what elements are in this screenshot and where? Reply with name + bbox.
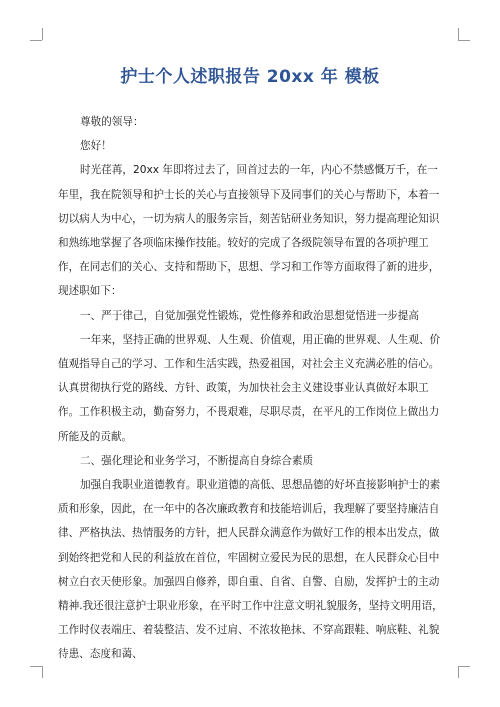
- crop-mark-bottom-left-h: [30, 666, 42, 667]
- crop-mark-top-right-v: [458, 28, 459, 40]
- document-title: 护士个人述职报告 20xx 年 模板: [120, 67, 380, 87]
- crop-mark-bottom-right-v: [458, 666, 459, 678]
- paragraph-section-2: 加强自我职业道德教育。职业道德的高低、思想品德的好坏直接影响护士的素质和形象，因此，在一年中的各次廉政教育和技能培训后，我理解了要坚持廉洁自律、严格执法、热情服务的方针，把人民群众满意作为做好工作的根本出发点，做到始终把党和人民的利益放在首位，牢固树立爱民为民的思想，在人民群众心目中树立白衣天使形象。加强四自修养，即自重、自省、自警、自励，发挥护士的主动精神.我还很注意护士职业形象，在平时工作中注意文明礼貌服务，坚持文明用语，工作时仪表端庄、着装整洁、发不过肩、不浓妆艳抹、不穿高跟鞋、响底鞋、礼貌待患、态度和蔼、: [58, 479, 443, 661]
- crop-mark-bottom-left-v: [42, 666, 43, 678]
- crop-mark-top-left-v: [42, 28, 43, 40]
- greeting: 尊敬的领导：: [80, 116, 144, 128]
- heading-section-1: 一、严于律己，自觉加强党性锻炼，党性修养和政治思想觉悟进一步提高: [80, 309, 419, 322]
- paragraph-intro: 时光荏苒，20xx 年即将过去了，回首过去的一年，内心不禁感慨万千，在一年里，我在院领导和护士长的关心与直接领导下及同事们的关心与帮助下，本着一切以病人为中心，一切为病人的服务宗旨，刻苦钻研业务知识，努力提高理论知识和熟练地掌握了各项临床操作技能。较好的完成了各级院领导布置的各项护理工作，在同志们的关心、支持和帮助下，思想、学习和工作等方面取得了新的进步，现述职如下：: [58, 164, 440, 298]
- document-body: [58, 110, 446, 667]
- heading-section-2: 二、强化理论和业务学习，不断提高自身综合素质: [80, 454, 314, 467]
- crop-mark-top-right-h: [458, 40, 470, 41]
- crop-mark-bottom-right-h: [458, 666, 470, 667]
- paragraph-section-1: 一年来，坚持正确的世界观、人生观、价值观，用正确的世界观、人生观、价值观指导自己的学习、工作和生活实践，热爱祖国，对社会主义充满必胜的信心。认真贯彻执行党的路线、方针、政策，为加快社会主义建设事业认真做好本职工作。工作积极主动，勤奋努力，不畏艰难，尽职尽责，在平凡的工作岗位上做出力所能及的贡献。: [58, 333, 441, 443]
- crop-mark-top-left-h: [30, 40, 42, 41]
- hello: 您好！: [80, 140, 112, 153]
